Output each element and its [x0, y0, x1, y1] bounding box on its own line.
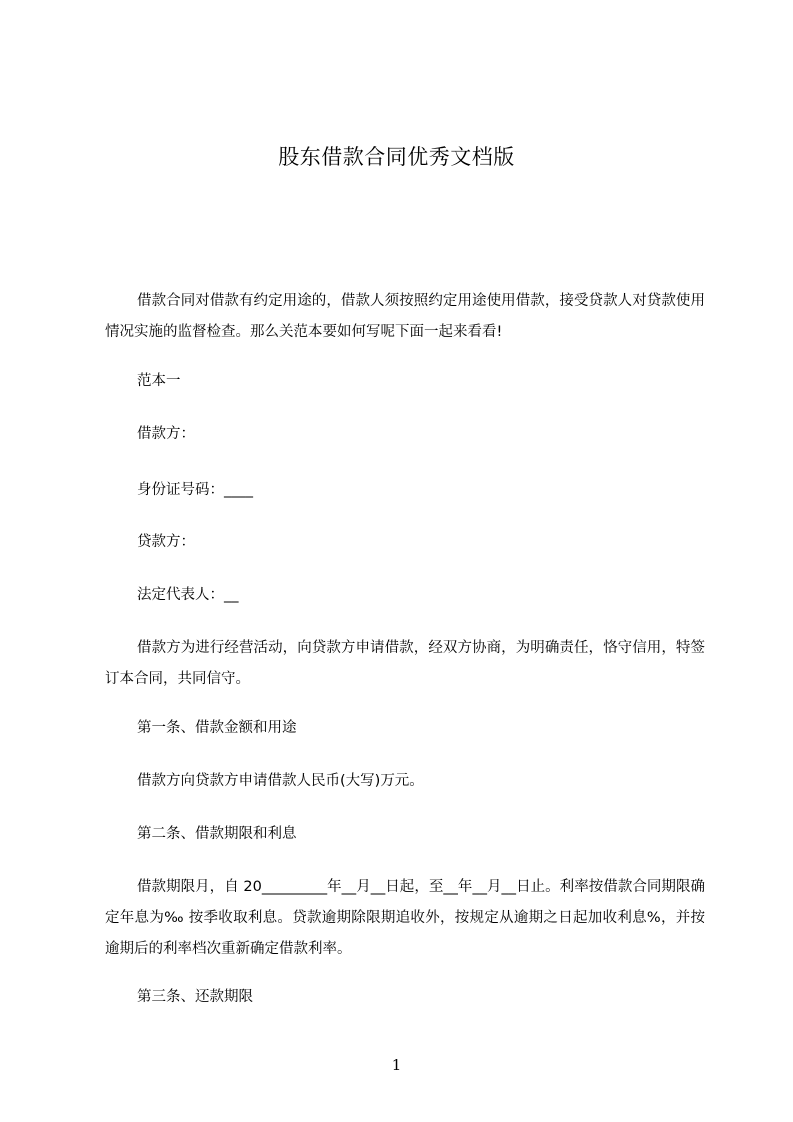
intro-paragraph: 借款合同对借款有约定用途的，借款人须按照约定用途使用借款，接受贷款人对贷款使用情况实施的监督检查。那么关范本要如何写呢下面一起来看看!: [105, 293, 705, 340]
preamble-paragraph: 借款方为进行经营活动，向贷款方申请借款，经双方协商，为明确责任，恪守信用，特签订本合同，共同信守。: [105, 640, 705, 687]
article-3-title: 第三条、还款期限: [137, 989, 253, 1005]
document-title: 股东借款合同优秀文档版: [278, 145, 515, 169]
article-2-paragraph: 借款期限月，自 20_________年__月__日起，至__年__月__日止。利率按借款合同期限确定年息为‰ 按季收取利息。贷款逾期除限期追收外，按规定从逾期之日起加收利息%，并按逾期后的利率档次重新确定借款利率。: [105, 879, 705, 957]
article-1-text: 借款方向贷款方申请借款人民币(大写)万元。: [137, 773, 424, 789]
page-number: 1: [391, 1056, 402, 1074]
lender-label: 贷款方：: [137, 534, 195, 550]
borrower-label: 借款方：: [137, 426, 195, 442]
article-2-title: 第二条、借款期限和利息: [137, 826, 297, 842]
legal-representative-label: 法定代表人：__: [137, 587, 239, 603]
id-number-label: 身份证号码：____: [137, 482, 253, 498]
article-1-title: 第一条、借款金额和用途: [137, 720, 297, 736]
sample-heading: 范本一: [137, 373, 181, 389]
